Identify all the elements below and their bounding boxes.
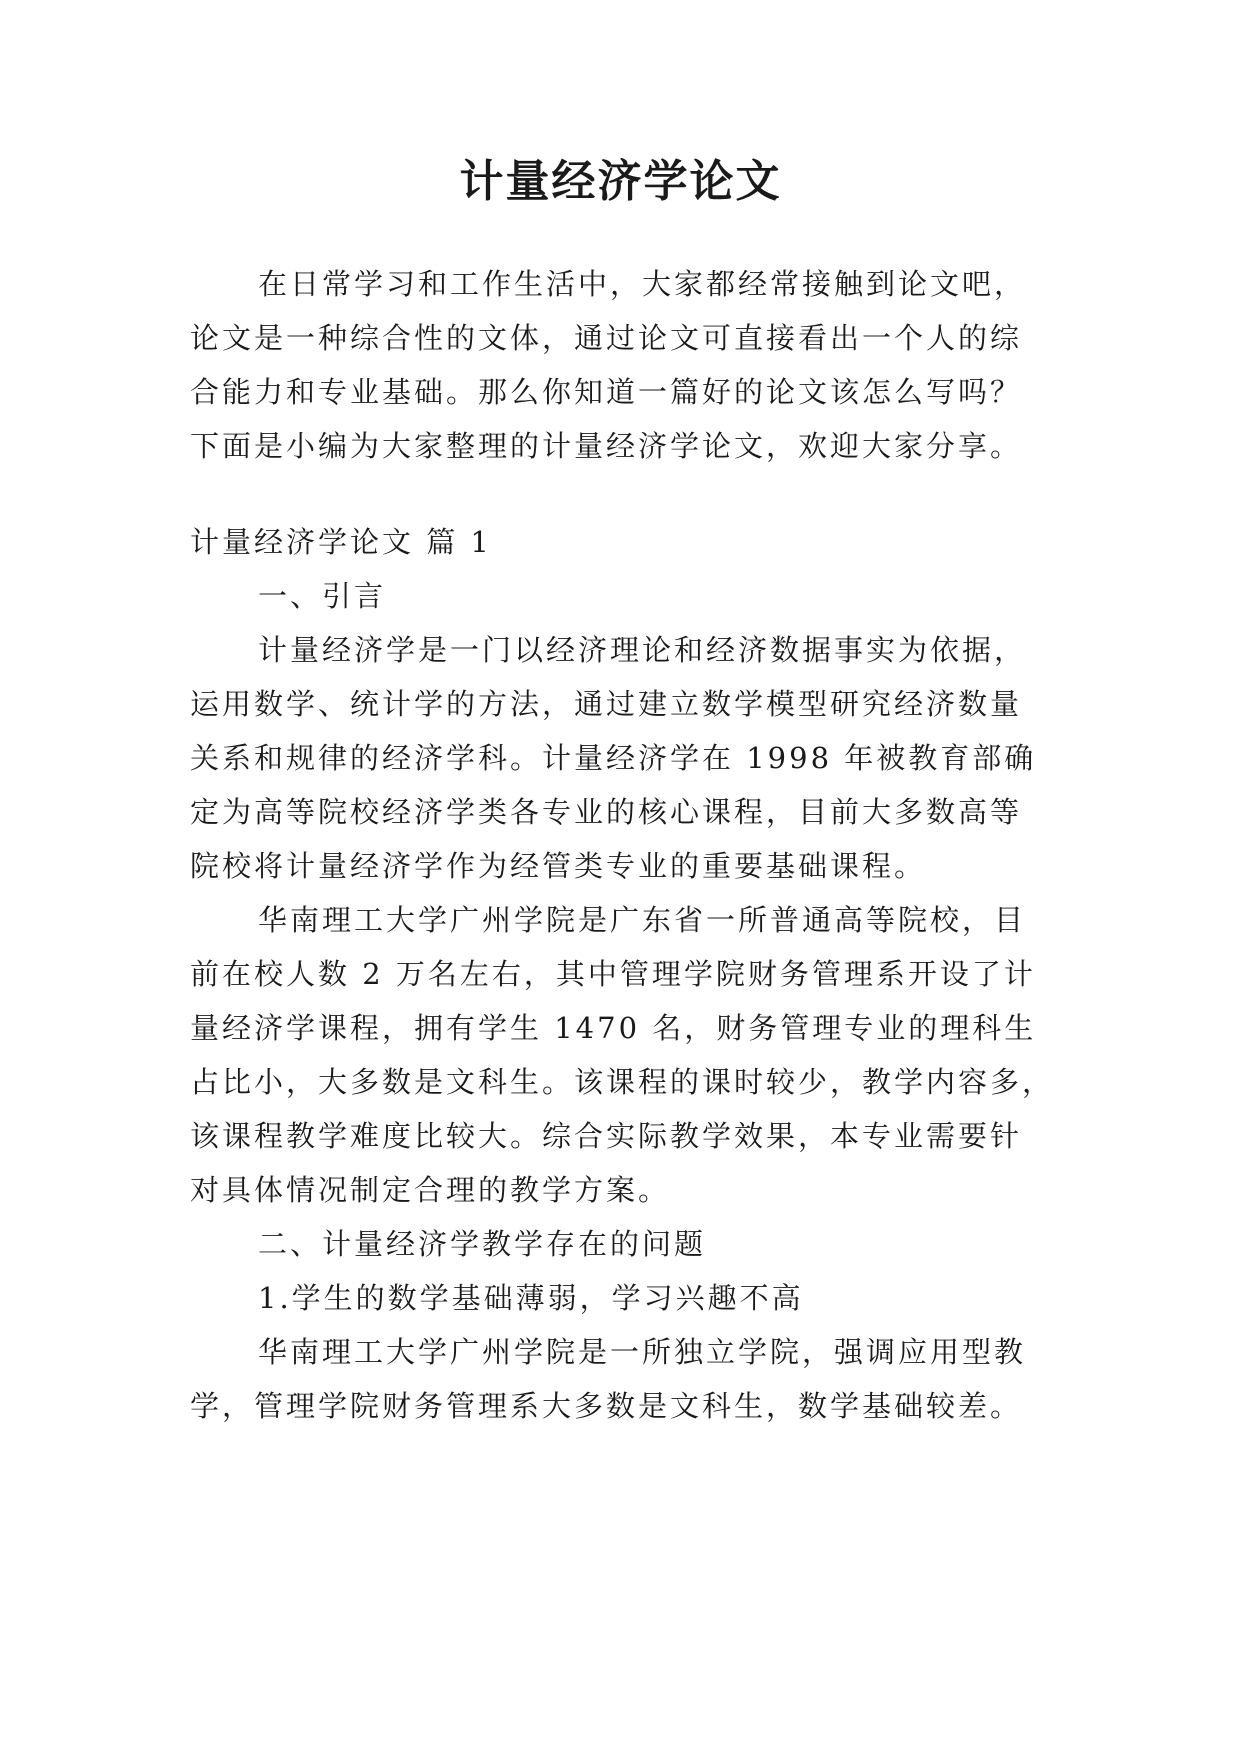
paragraph-line: 前在校人数 2 万名左右，其中管理学院财务管理系开设了计 [190, 957, 1036, 991]
paragraph-line: 对具体情况制定合理的教学方案。 [190, 1173, 671, 1207]
subsection-heading: 1.学生的数学基础薄弱，学习兴趣不高 [258, 1281, 804, 1315]
article-heading: 计量经济学论文 篇 1 [190, 525, 492, 559]
paragraph-line: 关系和规律的经济学科。计量经济学在 1998 年被教育部确 [190, 741, 1037, 775]
paragraph-line: 院校将计量经济学作为经管类专业的重要基础课程。 [190, 849, 927, 883]
paragraph-line: 定为高等院校经济学类各专业的核心课程，目前大多数高等 [190, 795, 1023, 829]
paragraph-line: 华南理工大学广州学院是一所独立学院，强调应用型教 [258, 1335, 1027, 1369]
section-heading: 一、引言 [258, 579, 387, 613]
section-heading: 二、计量经济学教学存在的问题 [258, 1227, 707, 1261]
paragraph-line: 计量经济学是一门以经济理论和经济数据事实为依据， [258, 633, 1027, 667]
paragraph-line: 占比小，大多数是文科生。该课程的课时较少，教学内容多， [190, 1065, 1055, 1099]
paragraph-line: 运用数学、统计学的方法，通过建立数学模型研究经济数量 [190, 687, 1023, 721]
intro-line: 论文是一种综合性的文体，通过论文可直接看出一个人的综 [190, 321, 1023, 355]
paragraph-line: 量经济学课程，拥有学生 1470 名，财务管理专业的理科生 [190, 1011, 1037, 1045]
intro-line: 在日常学习和工作生活中，大家都经常接触到论文吧， [258, 267, 1027, 301]
document-title: 计量经济学论文 [459, 156, 782, 207]
paragraph-line: 华南理工大学广州学院是广东省一所普通高等院校，目 [258, 903, 1027, 937]
intro-line: 下面是小编为大家整理的计量经济学论文，欢迎大家分享。 [190, 429, 1023, 463]
intro-line: 合能力和专业基础。那么你知道一篇好的论文该怎么写吗？ [190, 375, 1023, 409]
paragraph-line: 该课程教学难度比较大。综合实际教学效果，本专业需要针 [190, 1119, 1023, 1153]
paragraph-line: 学，管理学院财务管理系大多数是文科生，数学基础较差。 [190, 1389, 1023, 1423]
